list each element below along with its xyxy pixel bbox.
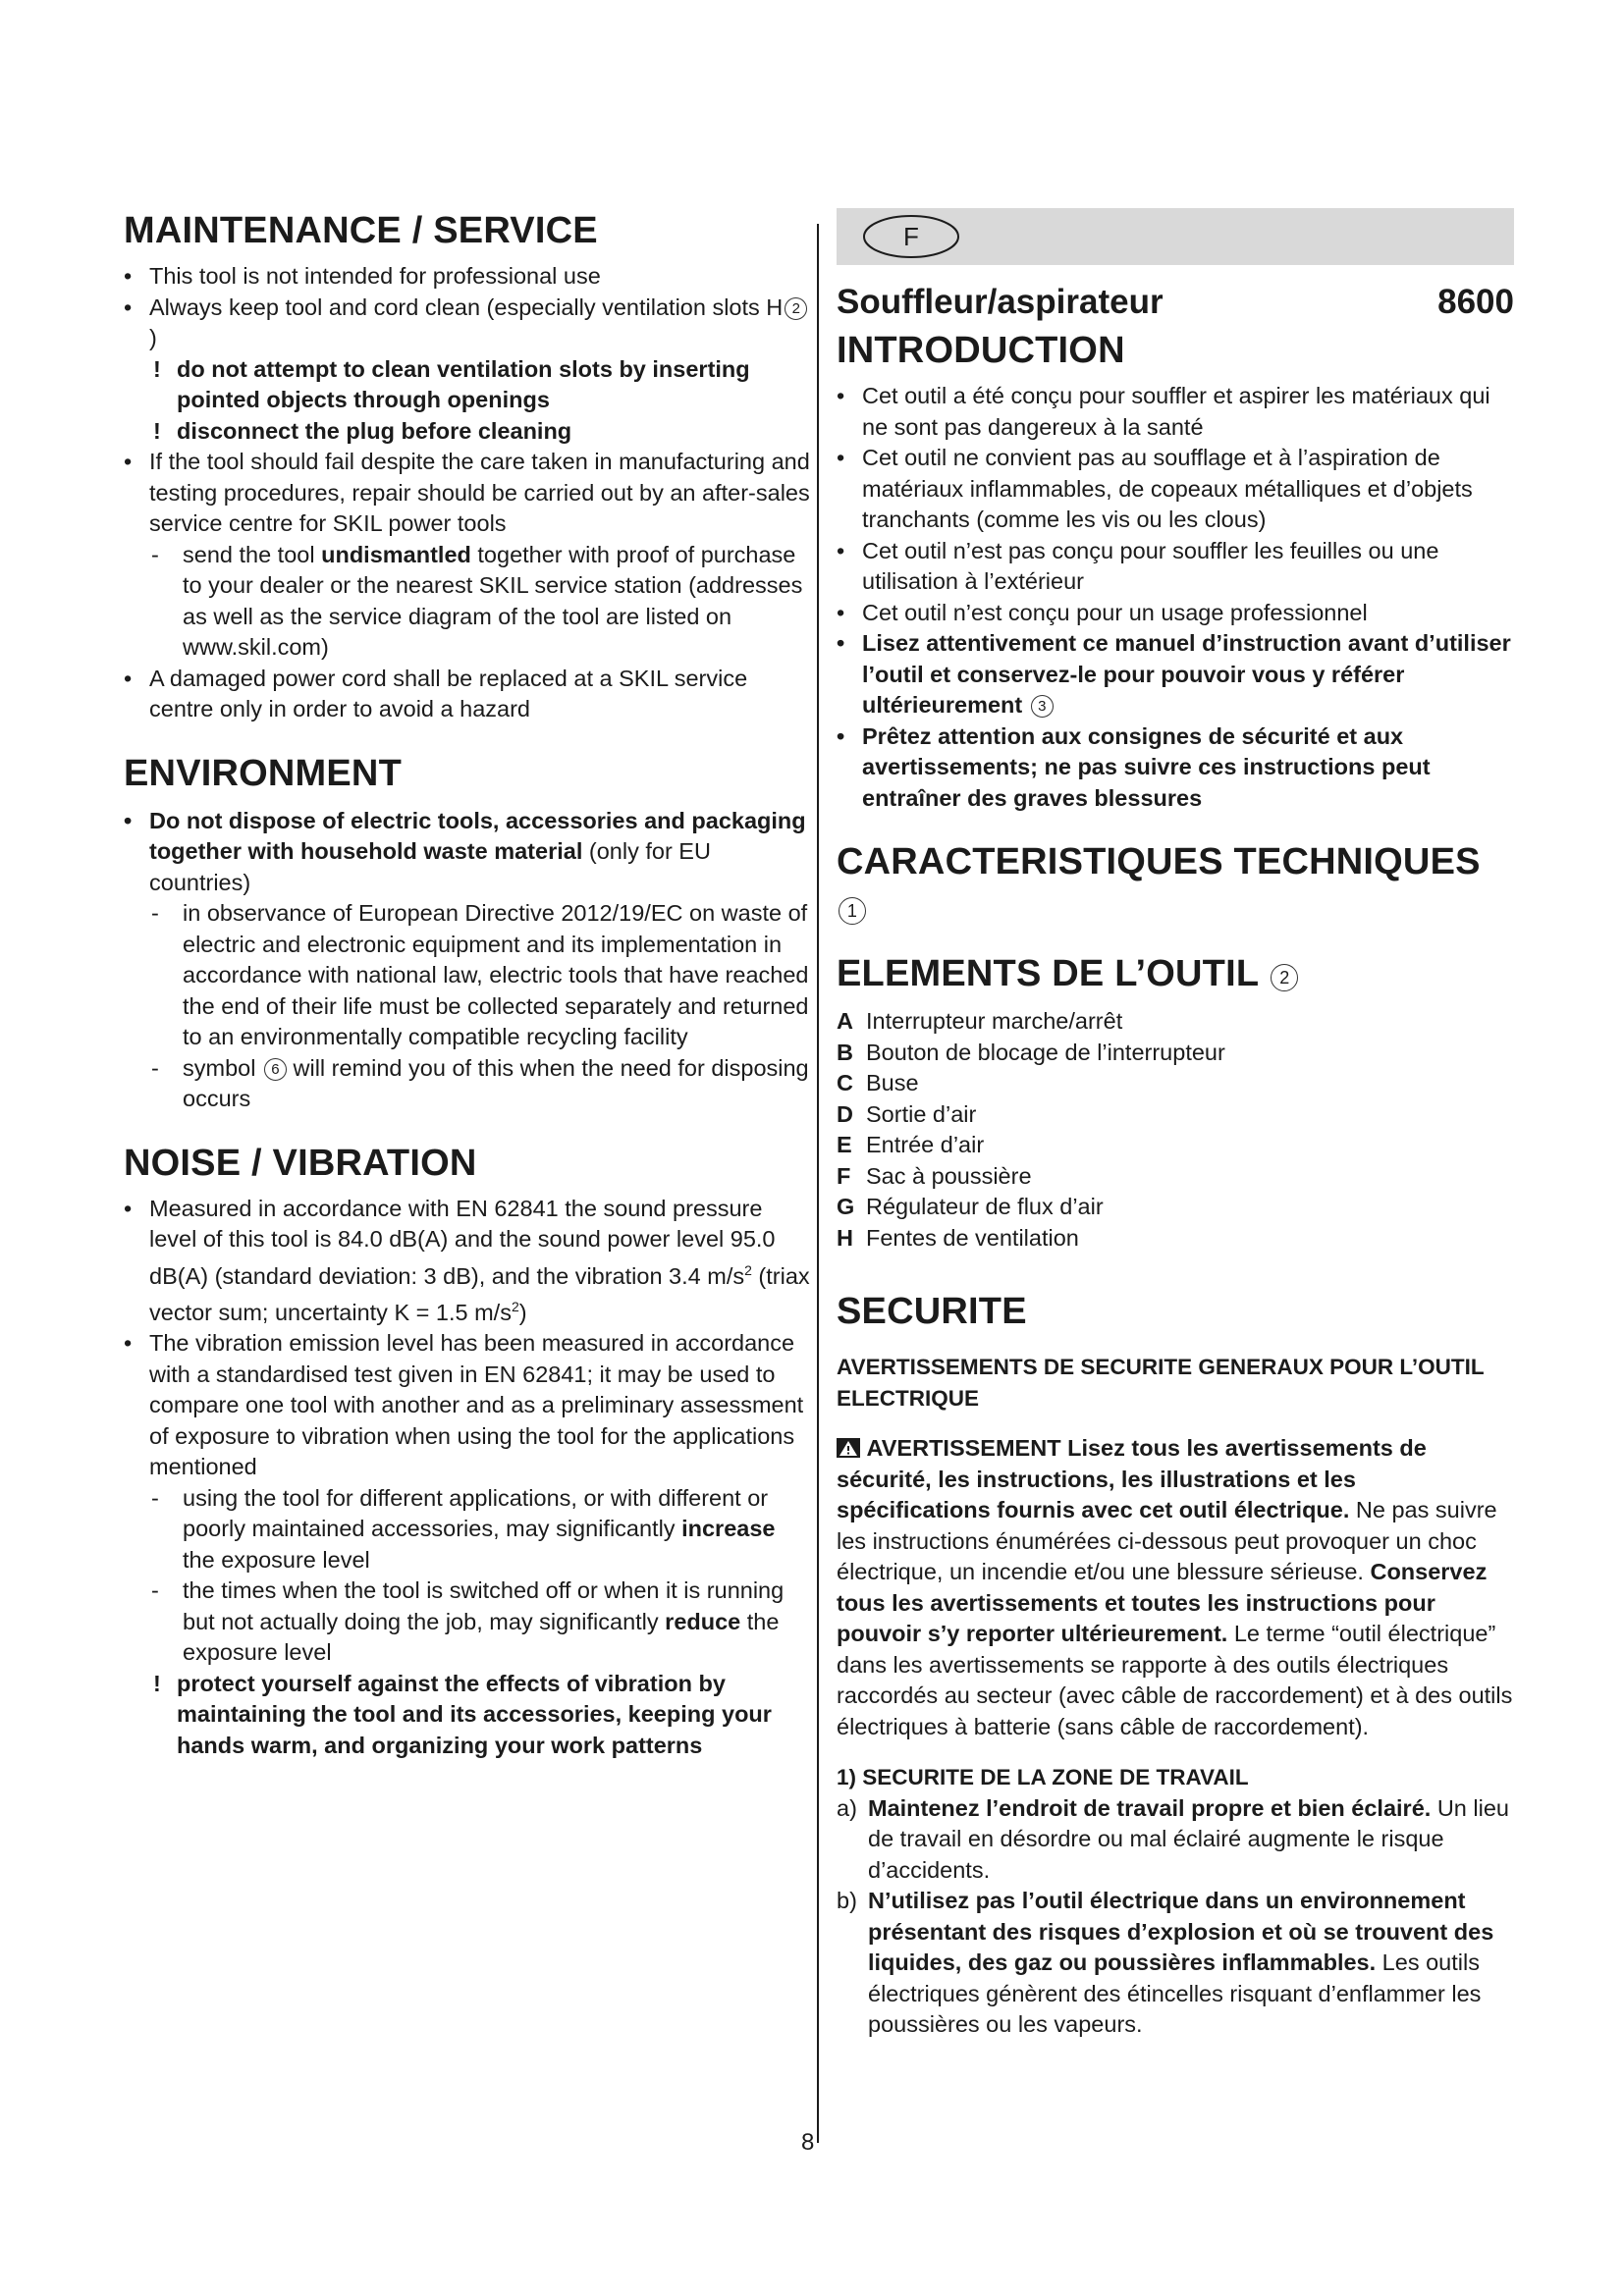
maintenance-heading: MAINTENANCE / SERVICE xyxy=(124,210,598,251)
environment-bullet: • Do not dispose of electric tools, accessories and packaging together with household waste material (only for EU countries) xyxy=(124,807,806,895)
elements-heading: ELEMENTS DE L’OUTIL 2 xyxy=(837,951,1514,996)
intro-bullet: • Lisez attentivement ce manuel d’instruction avant d’utiliser l’outil et conservez-le pour pouvoir vous y référer ultérieurement 3 xyxy=(837,630,1511,718)
list-item: G Régulateur de flux d’air xyxy=(837,1194,1104,1219)
page-number: 8 xyxy=(801,2129,815,2156)
language-letter: F xyxy=(903,222,919,251)
list-item: A Interrupteur marche/arrêt xyxy=(837,1008,1123,1034)
figure-ref-icon: 1 xyxy=(839,897,866,925)
securite-warning-paragraph: AVERTISSEMENT Lisez tous les avertissements de sécurité, les instructions, les illustrations et les spécifications fournis avec cet outil électrique. Ne pas suivre les instructions énumérées ci-dessous peut provoquer un choc électrique, un incendie et/ou une blessure sérieuse. Conservez tous les avertissements et toutes les instructions pour pouvoir s’y reporter ultérieurement. Le terme “outil électrique” dans les avertissements se rapporte à des outils électriques raccordés au secteur (avec câble de raccordement) et à des outils électriques à batterie (sans câble de raccordement). xyxy=(837,1435,1513,1739)
securite-subheading: AVERTISSEMENTS DE SECURITE GENERAUX POUR L’OUTIL ELECTRIQUE xyxy=(837,1355,1485,1411)
noise-bullet: • The vibration emission level has been measured in accordance with a standardised test given in EN 62841; it may be used to compare one tool with another and as a preliminary assessment of exposure to vibration when using the tool for the applications mentioned xyxy=(124,1330,804,1480)
noise-subitem: - the times when the tool is switched off or when it is running but not actually doing the job, may significantly reduce the exposure level xyxy=(151,1577,785,1666)
noise-subitem: - using the tool for different applications, or with different or poorly maintained accessories, may significantly increase the exposure level xyxy=(151,1484,776,1573)
product-model: 8600 xyxy=(1437,283,1514,321)
figure-ref-icon: 2 xyxy=(1271,964,1298,991)
maintenance-bullet: • This tool is not intended for professional use xyxy=(124,263,601,289)
list-item: F Sac à poussière xyxy=(837,1162,1032,1189)
left-column xyxy=(124,208,811,1761)
caracteristiques-heading: CARACTERISTIQUES TECHNIQUES 1 xyxy=(837,839,1514,930)
securite-heading: SECURITE xyxy=(837,1291,1027,1332)
language-header-bar xyxy=(837,208,1514,265)
intro-bullet: • Cet outil a été conçu pour souffler et aspirer les matériaux qui ne sont pas dangereux à la santé xyxy=(837,383,1490,440)
list-item: D Sortie d’air xyxy=(837,1100,977,1127)
maintenance-warning: ! disconnect the plug before cleaning xyxy=(153,417,572,444)
figure-ref-icon: 2 xyxy=(785,297,807,320)
securite-item-b: b) N’utilisez pas l’outil électrique dans un environnement présentant des risques d’explosion et où se trouvent des liquides, des gaz ou poussières inflammables. Les outils électriques génèrent des étincelles risquant d’enflammer les poussières ou les vapeurs. xyxy=(837,1888,1494,2037)
maintenance-warning: ! do not attempt to clean ventilation slots by inserting pointed objects through openings xyxy=(153,355,750,412)
intro-bullet: • Prêtez attention aux consignes de sécurité et aux avertissements; ne pas suivre ces instructions peut entraîner des graves blessures xyxy=(837,722,1431,811)
noise-warning: ! protect yourself against the effects of vibration by maintaining the tool and its accessories, keeping your hands warm, and organizing your work patterns xyxy=(153,1670,772,1758)
product-title-row xyxy=(837,283,1514,322)
list-item: E Entrée d’air xyxy=(837,1132,985,1157)
maintenance-bullet: • A damaged power cord shall be replaced at a SKIL service centre only in order to avoid a hazard xyxy=(124,665,748,721)
environment-subitem: - symbol 6 will remind you of this when the need for disposing occurs xyxy=(151,1054,809,1111)
zone-subheading: 1) SECURITE DE LA ZONE DE TRAVAIL xyxy=(837,1765,1249,1789)
intro-bullet: • Cet outil n’est pas conçu pour souffler les feuilles ou une utilisation à l’extérieur xyxy=(837,537,1439,594)
noise-heading: NOISE / VIBRATION xyxy=(124,1142,477,1184)
recycling-symbol-ref-icon: 6 xyxy=(264,1058,287,1081)
figure-ref-icon: 3 xyxy=(1031,695,1054,718)
maintenance-bullet: • If the tool should fail despite the care taken in manufacturing and testing procedures, repair should be carried out by an after-sales service centre for SKIL power tools xyxy=(124,449,810,536)
noise-bullet: • Measured in accordance with EN 62841 the sound pressure level of this tool is 84.0 dB(A) and the sound power level 95.0 dB(A) (standard deviation: 3 dB), and the vibration 3.4 $m/s^2$ (triax vector sum; uncertainty K = 1.5 $m/s^2$) xyxy=(124,1195,810,1325)
maintenance-subitem: - send the tool undismantled together with proof of purchase to your dealer or the nearest SKIL service station (addresses as well as the service diagram of the tool are listed on www.skil.com) xyxy=(151,541,803,660)
securite-item-a: a) Maintenez l’endroit de travail propre et bien éclairé. Un lieu de travail en désordre ou mal éclairé augmente le risque d’accidents. xyxy=(837,1794,1509,1883)
environment-heading: ENVIRONMENT xyxy=(124,752,402,794)
product-name: Souffleur/aspirateur xyxy=(837,283,1164,321)
warning-triangle-icon xyxy=(837,1438,860,1458)
maintenance-bullet: • Always keep tool and cord clean (especially ventilation slots H 2) xyxy=(124,293,811,354)
right-column xyxy=(837,208,1514,2041)
list-item: H Fentes de ventilation xyxy=(837,1224,1079,1251)
environment-subitem: - in observance of European Directive 2012/19/EC on waste of electric and electronic equipment and its implementation in accordance with national law, electric tools that have reached the end of their life must be collected separately and returned to an environmentally compatible recycling facility xyxy=(151,900,809,1049)
list-item: B Bouton de blocage de l’interrupteur xyxy=(837,1039,1225,1065)
introduction-heading: INTRODUCTION xyxy=(837,330,1125,371)
intro-bullet: • Cet outil n’est conçu pour un usage professionnel xyxy=(837,599,1368,625)
intro-bullet: • Cet outil ne convient pas au soufflage et à l’aspiration de matériaux inflammables, de copeaux métalliques et d’objets tranchants (comme les vis ou les clous) xyxy=(837,445,1473,532)
language-badge-icon xyxy=(860,212,962,261)
column-divider xyxy=(817,224,819,2143)
list-item: C Buse xyxy=(837,1070,919,1095)
elements-list xyxy=(837,1006,1514,1254)
